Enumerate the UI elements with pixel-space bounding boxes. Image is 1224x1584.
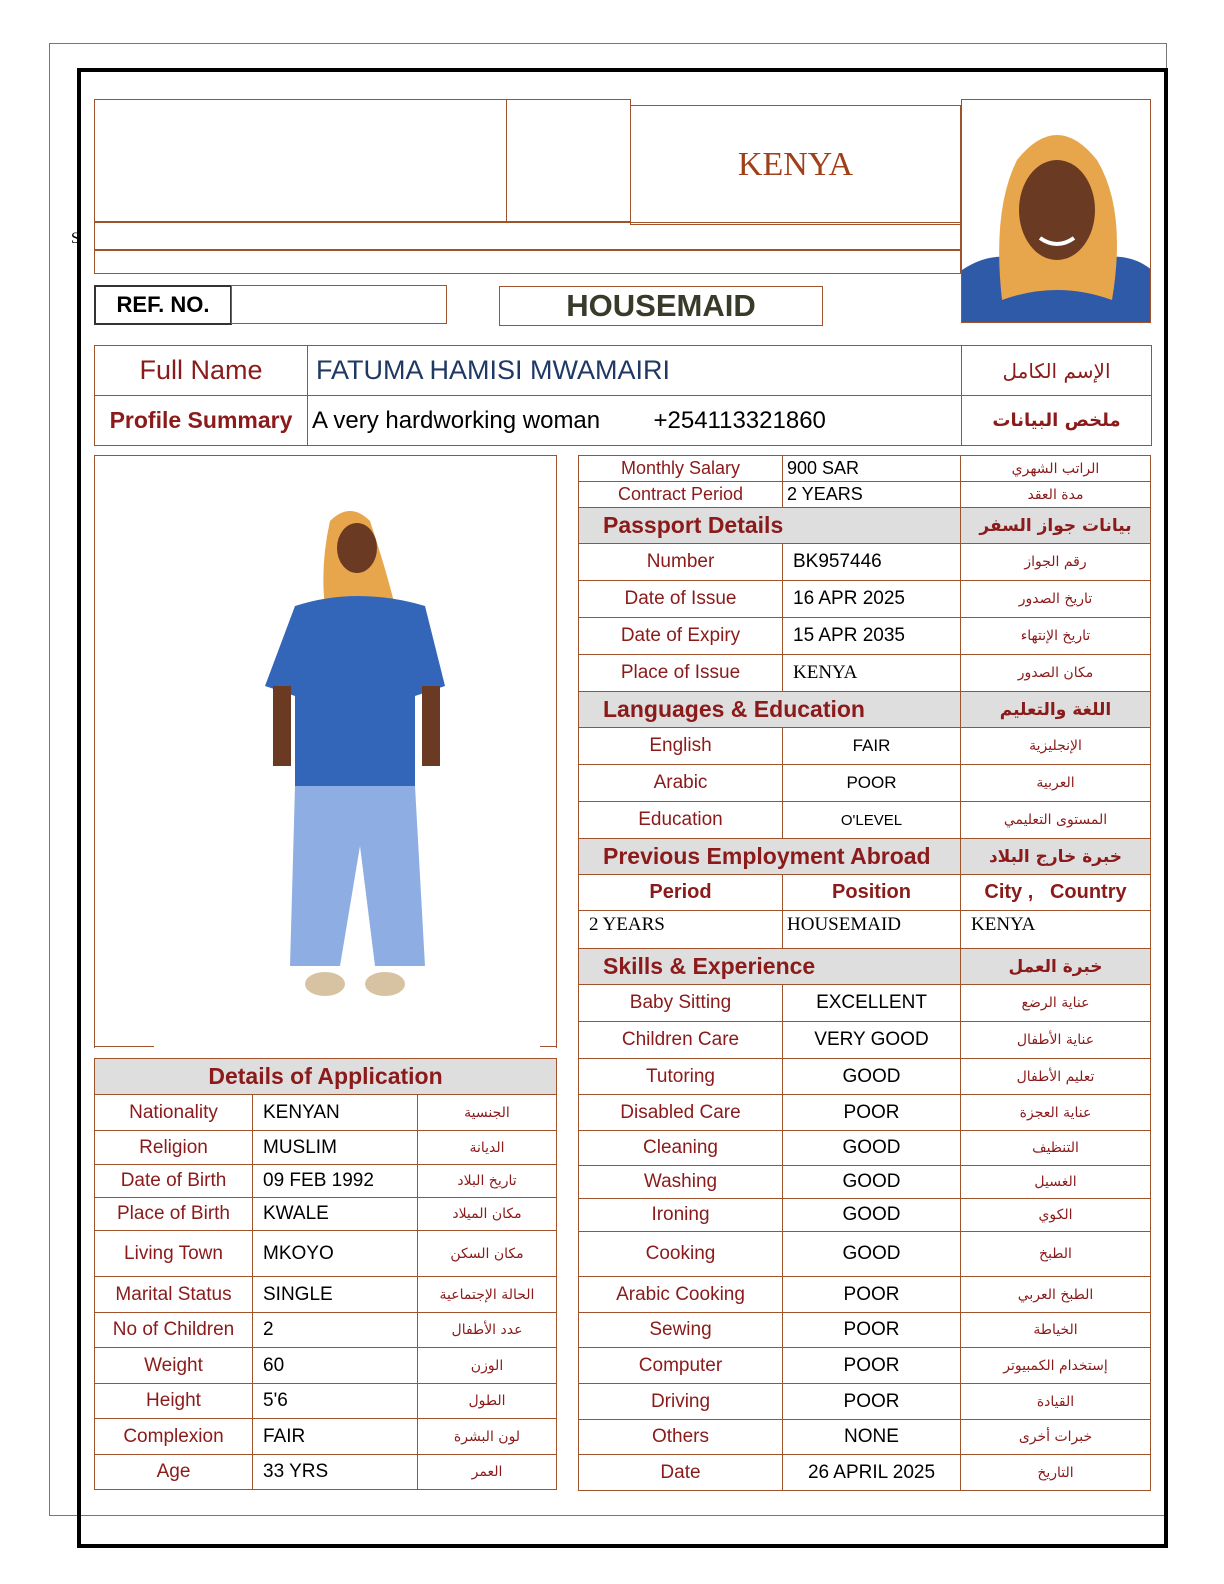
application-arabic: الديانة bbox=[418, 1131, 557, 1165]
application-label: Living Town bbox=[95, 1231, 253, 1277]
skills-arabic: خبرات أخرى bbox=[961, 1420, 1151, 1455]
skills-label: Driving bbox=[579, 1384, 783, 1420]
passport-title-ar: بيانات جواز السفر bbox=[961, 508, 1151, 544]
skills-arabic: إستخدام الكمبيوتر bbox=[961, 1348, 1151, 1384]
application-arabic: الطول bbox=[418, 1384, 557, 1419]
passport-value: KENYA bbox=[783, 655, 961, 692]
employment-country: KENYA bbox=[961, 911, 1151, 949]
summary-ar: ملخص البيانات bbox=[962, 396, 1152, 446]
application-arabic: لون البشرة bbox=[418, 1419, 557, 1455]
languages-value: O'LEVEL bbox=[783, 802, 961, 839]
application-label: Marital Status bbox=[95, 1277, 253, 1313]
ref-value bbox=[231, 285, 447, 324]
employment-position: HOUSEMAID bbox=[783, 911, 961, 949]
skills-arabic: عناية الأطفال bbox=[961, 1022, 1151, 1059]
application-arabic: الجنسية bbox=[418, 1095, 557, 1131]
skills-value: POOR bbox=[783, 1277, 961, 1313]
application-value: 2 bbox=[253, 1313, 418, 1348]
languages-value: FAIR bbox=[783, 728, 961, 765]
passport-arabic: رقم الجواز bbox=[961, 544, 1151, 581]
full-name-ar: الإسم الكامل bbox=[962, 346, 1152, 396]
application-value: 33 YRS bbox=[253, 1455, 418, 1490]
skills-label: Ironing bbox=[579, 1199, 783, 1232]
passport-arabic: تاريخ الصدور bbox=[961, 581, 1151, 618]
salary-arabic: الراتب الشهري bbox=[961, 456, 1151, 482]
employment-title: Previous Employment Abroad bbox=[579, 839, 961, 875]
languages-arabic: العربية bbox=[961, 765, 1151, 802]
application-label: Height bbox=[95, 1384, 253, 1419]
application-value: MUSLIM bbox=[253, 1131, 418, 1165]
job-title: HOUSEMAID bbox=[499, 286, 823, 326]
application-label: Place of Birth bbox=[95, 1198, 253, 1231]
country-title: KENYA bbox=[630, 105, 961, 225]
application-value: KENYAN bbox=[253, 1095, 418, 1131]
passport-label: Date of Expiry bbox=[579, 618, 783, 655]
header-strip-1 bbox=[94, 222, 961, 250]
passport-value: BK957446 bbox=[783, 544, 961, 581]
salary-value: 2 YEARS bbox=[783, 482, 961, 508]
application-arabic: عدد الأطفال bbox=[418, 1313, 557, 1348]
summary-text: A very hardworking woman bbox=[312, 406, 601, 434]
passport-label: Date of Issue bbox=[579, 581, 783, 618]
skills-value: GOOD bbox=[783, 1199, 961, 1232]
skills-label: Cooking bbox=[579, 1232, 783, 1277]
application-value: MKOYO bbox=[253, 1231, 418, 1277]
skills-label: Children Care bbox=[579, 1022, 783, 1059]
application-arabic: مكان الميلاد bbox=[418, 1198, 557, 1231]
skills-label: Computer bbox=[579, 1348, 783, 1384]
passport-label: Place of Issue bbox=[579, 655, 783, 692]
application-label: Date of Birth bbox=[95, 1165, 253, 1198]
skills-label: Arabic Cooking bbox=[579, 1277, 783, 1313]
summary-label: Profile Summary bbox=[95, 396, 308, 446]
skills-value: NONE bbox=[783, 1420, 961, 1455]
employment-col-country: City , Country bbox=[961, 875, 1151, 911]
skills-label: Others bbox=[579, 1420, 783, 1455]
full-name-value: FATUMA HAMISI MWAMAIRI bbox=[308, 346, 962, 396]
skills-arabic: التنظيف bbox=[961, 1131, 1151, 1166]
languages-title: Languages & Education bbox=[579, 692, 961, 728]
skills-value: 26 APRIL 2025 bbox=[783, 1455, 961, 1491]
passport-label: Number bbox=[579, 544, 783, 581]
application-label: Weight bbox=[95, 1348, 253, 1384]
languages-title-ar: اللغة والتعليم bbox=[961, 692, 1151, 728]
application-value: SINGLE bbox=[253, 1277, 418, 1313]
salary-arabic: مدة العقد bbox=[961, 482, 1151, 508]
skills-value: GOOD bbox=[783, 1166, 961, 1199]
skills-value: GOOD bbox=[783, 1059, 961, 1095]
skills-value: POOR bbox=[783, 1348, 961, 1384]
portrait-photo bbox=[961, 99, 1151, 323]
passport-arabic: تاريخ الإنتهاء bbox=[961, 618, 1151, 655]
skills-title: Skills & Experience bbox=[579, 949, 961, 985]
employment-title-ar: خبرة خارج البلاد bbox=[961, 839, 1151, 875]
application-label: Religion bbox=[95, 1131, 253, 1165]
salary-label: Monthly Salary bbox=[579, 456, 783, 482]
skills-label: Washing bbox=[579, 1166, 783, 1199]
skills-title-ar: خبرة العمل bbox=[961, 949, 1151, 985]
application-value: KWALE bbox=[253, 1198, 418, 1231]
languages-arabic: المستوى التعليمي bbox=[961, 802, 1151, 839]
full-name-label: Full Name bbox=[95, 346, 308, 396]
languages-value: POOR bbox=[783, 765, 961, 802]
languages-label: English bbox=[579, 728, 783, 765]
header-strip-2 bbox=[94, 250, 961, 274]
skills-label: Baby Sitting bbox=[579, 985, 783, 1022]
right-details-table bbox=[578, 455, 1151, 1491]
skills-arabic: الغسيل bbox=[961, 1166, 1151, 1199]
skills-value: VERY GOOD bbox=[783, 1022, 961, 1059]
passport-arabic: مكان الصدور bbox=[961, 655, 1151, 692]
passport-value: 15 APR 2035 bbox=[783, 618, 961, 655]
application-title: Details of Application bbox=[95, 1059, 557, 1095]
header-box-mid bbox=[506, 99, 631, 222]
skills-arabic: عناية الرضع bbox=[961, 985, 1151, 1022]
skills-label: Sewing bbox=[579, 1313, 783, 1348]
salary-value: 900 SAR bbox=[783, 456, 961, 482]
application-arabic: مكان السكن bbox=[418, 1231, 557, 1277]
skills-label: Cleaning bbox=[579, 1131, 783, 1166]
profile-table bbox=[94, 345, 1152, 446]
employment-period: 2 YEARS bbox=[579, 911, 783, 949]
ref-label: REF. NO. bbox=[94, 285, 232, 325]
employment-col-period: Period bbox=[579, 875, 783, 911]
application-value: FAIR bbox=[253, 1419, 418, 1455]
application-value: 5'6 bbox=[253, 1384, 418, 1419]
passport-title: Passport Details bbox=[579, 508, 961, 544]
application-arabic: الحالة الإجتماعية bbox=[418, 1277, 557, 1313]
application-table bbox=[94, 1058, 557, 1490]
skills-arabic: تعليم الأطفال bbox=[961, 1059, 1151, 1095]
employment-col-position: Position bbox=[783, 875, 961, 911]
phone-number: +254113321860 bbox=[653, 406, 826, 434]
languages-label: Education bbox=[579, 802, 783, 839]
skills-arabic: التاريخ bbox=[961, 1455, 1151, 1491]
skills-arabic: القيادة bbox=[961, 1384, 1151, 1420]
skills-label: Tutoring bbox=[579, 1059, 783, 1095]
salary-label: Contract Period bbox=[579, 482, 783, 508]
skills-value: GOOD bbox=[783, 1232, 961, 1277]
application-arabic: الوزن bbox=[418, 1348, 557, 1384]
skills-label: Disabled Care bbox=[579, 1095, 783, 1131]
skills-value: POOR bbox=[783, 1095, 961, 1131]
stray-char: S bbox=[71, 230, 80, 247]
full-body-photo bbox=[94, 455, 557, 1048]
application-arabic: العمر bbox=[418, 1455, 557, 1490]
passport-value: 16 APR 2025 bbox=[783, 581, 961, 618]
skills-arabic: الطبخ العربي bbox=[961, 1277, 1151, 1313]
header-box-left bbox=[94, 99, 507, 222]
languages-label: Arabic bbox=[579, 765, 783, 802]
skills-label: Date bbox=[579, 1455, 783, 1491]
skills-value: POOR bbox=[783, 1384, 961, 1420]
skills-value: POOR bbox=[783, 1313, 961, 1348]
skills-arabic: الكوي bbox=[961, 1199, 1151, 1232]
application-label: Complexion bbox=[95, 1419, 253, 1455]
application-value: 60 bbox=[253, 1348, 418, 1384]
application-label: Age bbox=[95, 1455, 253, 1490]
skills-arabic: الطبخ bbox=[961, 1232, 1151, 1277]
application-label: Nationality bbox=[95, 1095, 253, 1131]
skills-value: GOOD bbox=[783, 1131, 961, 1166]
application-arabic: تاريخ البلاد bbox=[418, 1165, 557, 1198]
skills-arabic: عناية العجزة bbox=[961, 1095, 1151, 1131]
application-value: 09 FEB 1992 bbox=[253, 1165, 418, 1198]
skills-value: EXCELLENT bbox=[783, 985, 961, 1022]
application-label: No of Children bbox=[95, 1313, 253, 1348]
languages-arabic: الإنجليزية bbox=[961, 728, 1151, 765]
skills-arabic: الخياطة bbox=[961, 1313, 1151, 1348]
